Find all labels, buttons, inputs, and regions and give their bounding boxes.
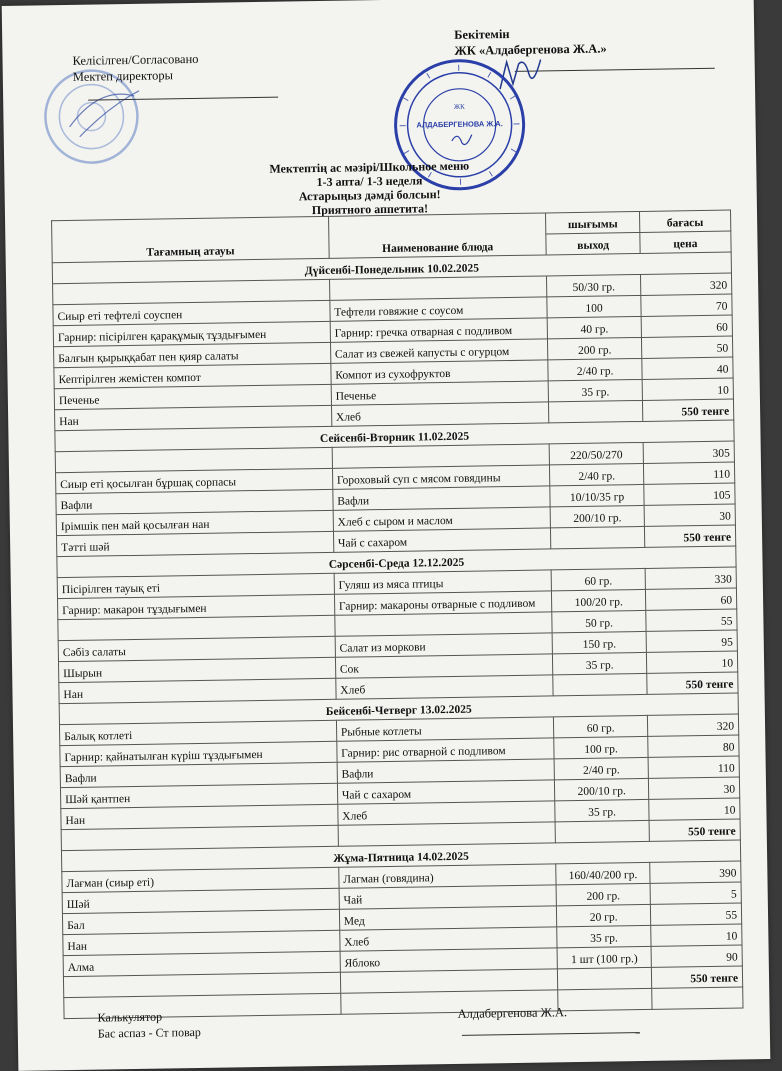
price-cell: 60 [645, 588, 737, 610]
price-cell: 5 [650, 882, 742, 904]
dish-name-ru: Хлеб [338, 801, 556, 825]
output-cell: 60 гр. [554, 715, 648, 737]
menu-title-line2: 1-3 апта/ 1-3 неделя [316, 173, 423, 190]
price-cell: 105 [644, 483, 736, 505]
price-cell: 55 [650, 903, 742, 925]
header-dish-ru: Наименование блюда [328, 213, 546, 258]
dish-name-ru: Хлеб [331, 402, 549, 426]
total-cell: 550 тенге [649, 819, 741, 841]
dish-name-ru: Яблоко [340, 948, 558, 972]
output-cell: 50/30 гр. [547, 274, 641, 296]
output-cell: 150 гр. [553, 631, 647, 653]
price-cell: 10 [642, 378, 734, 400]
price-cell: 40 [642, 357, 734, 379]
output-cell: 10/10/35 гр [550, 484, 644, 506]
total-cell: 550 тенге [647, 672, 739, 694]
dish-name-kz: Бал [62, 909, 339, 934]
dish-name-kz: Алма [63, 951, 340, 976]
dish-name-kz: Сәбіз салаты [58, 636, 335, 661]
dish-name-kz: Вафли [60, 762, 337, 787]
price-cell: 10 [646, 651, 738, 673]
dish-name-ru: Лагман (говядина) [339, 864, 557, 888]
header-price-kz: бағасы [639, 210, 731, 232]
document-sheet [2, 0, 771, 1071]
header-dish-kz: Тағамның атауы [52, 216, 329, 262]
dish-name-ru: Хлеб [336, 675, 554, 699]
price-cell: 30 [644, 504, 736, 526]
dish-name-ru: Рыбные котлеты [336, 717, 554, 741]
dish-name-kz: Нан [61, 804, 338, 829]
dish-name-ru: Сок [335, 654, 553, 678]
total-cell: 550 тенге [644, 525, 736, 547]
price-cell: 50 [641, 336, 733, 358]
output-cell: 50 гр. [552, 610, 646, 632]
price-cell: 55 [646, 609, 738, 631]
output-cell: 1 шт (100 гр.) [558, 946, 652, 968]
output-cell: 200/10 гр. [555, 778, 649, 800]
dish-name-ru: Хлеб с сыром и маслом [333, 507, 551, 531]
price-cell: 320 [640, 273, 732, 295]
price-cell: 110 [643, 462, 735, 484]
output-cell: 100/20 гр. [552, 589, 646, 611]
price-cell: 80 [648, 735, 740, 757]
output-cell: 2/40 гр. [555, 757, 649, 779]
price-cell: 95 [646, 630, 738, 652]
footer-chef: Бас аспаз - Ст повар [97, 1024, 201, 1041]
dish-name-kz: Пісірілген тауық еті [57, 573, 334, 598]
header-output-kz: шығымы [546, 211, 640, 233]
dish-name-ru: Мед [339, 906, 557, 930]
dish-name-ru: Чай с сахаром [333, 528, 551, 552]
dish-name-kz: Шәй қантпен [60, 783, 337, 808]
dish-name-kz: Сиыр еті қосылған бұршақ сорпасы [56, 468, 333, 493]
approved-title: Бекітемін [454, 26, 510, 42]
dish-name-ru: Салат из свежей капусты с огурцом [330, 339, 548, 363]
output-cell: 160/40/200 гр. [556, 862, 650, 884]
dish-name-kz: Гарнир: пісірілген қарақұмық тұздығымен [53, 321, 330, 346]
dish-name-kz: Печенье [54, 384, 331, 409]
menu-title-line3: Астарыңыз дәмді болсын! [298, 187, 441, 204]
header-output-ru: выход [546, 232, 640, 254]
dish-name-ru: Гороховый суп с мясом говядины [332, 465, 550, 489]
output-cell: 100 гр. [554, 736, 648, 758]
output-cell [549, 400, 643, 422]
day-title: Сейсенбі-Вторник 11.02.2025 [55, 420, 734, 452]
day-title: Дүйсенбі-Понедельник 10.02.2025 [52, 252, 731, 284]
dish-name-kz: Шырын [58, 657, 335, 682]
agreed-title: Келісілген/Согласовано [72, 51, 199, 68]
output-cell [556, 820, 650, 842]
dish-name-kz: Нан [59, 678, 336, 703]
dish-name-ru: Тефтели говяжие с соусом [330, 297, 548, 321]
output-cell: 35 гр. [557, 925, 651, 947]
price-cell: 30 [648, 777, 740, 799]
price-cell: 320 [647, 714, 739, 736]
total-cell: 550 тенге [642, 399, 734, 421]
menu-title-line1: Мектептің ас мәзірі/Школьное меню [269, 158, 470, 176]
price-cell: 10 [650, 924, 742, 946]
day-title: Бейсенбі-Четверг 13.02.2025 [59, 693, 738, 725]
day-title: Сәрсенбі-Среда 12.12.2025 [57, 546, 736, 578]
output-cell: 2/40 гр. [550, 463, 644, 485]
price-cell: 90 [651, 945, 743, 967]
output-cell: 200 гр. [557, 883, 651, 905]
dish-name-ru: Гарнир: гречка отварная с подливом [330, 318, 548, 342]
output-cell: 200/10 гр. [551, 505, 645, 527]
dish-name-ru: Гарнир: рис отварной с подливом [337, 738, 555, 762]
menu-title [254, 158, 485, 218]
footer-right [457, 1005, 567, 1022]
output-cell: 60 гр. [552, 568, 646, 590]
stamp-small-text: ЖК [453, 102, 465, 111]
output-cell: 220/50/270 [550, 442, 644, 464]
price-cell: 60 [641, 315, 733, 337]
dish-name-ru: Чай [339, 885, 557, 909]
output-cell [551, 526, 645, 548]
total-cell: 550 тенге [651, 966, 743, 988]
menu-title-line4: Приятного аппетита! [311, 201, 429, 218]
dish-name-kz: Шәй [62, 888, 339, 913]
agreed-role: Мектеп директоры [72, 68, 174, 84]
footer-left [97, 1008, 201, 1042]
price-cell: 70 [641, 294, 733, 316]
output-cell: 35 гр. [555, 799, 649, 821]
output-cell [558, 988, 652, 1010]
dish-name-kz: Нан [63, 930, 340, 955]
dish-name-kz: Тәтті шәй [57, 531, 334, 556]
dish-name-ru: Гарнир: макароны отварные с подливом [334, 591, 552, 615]
output-cell: 2/40 гр. [548, 358, 642, 380]
dish-name-ru: Вафли [333, 486, 551, 510]
footer-calculator: Калькулятор [97, 1009, 163, 1025]
dish-name-ru: Чай с сахаром [337, 780, 555, 804]
dish-name-kz: Кептірілген жемістен компот [54, 363, 331, 388]
footer-signatory: Алдабергенова Ж.А. [457, 1005, 568, 1021]
output-cell: 35 гр. [549, 379, 643, 401]
output-cell: 100 [547, 295, 641, 317]
dish-name-kz: Вафли [56, 489, 333, 514]
output-cell [558, 967, 652, 989]
menu-table [51, 210, 743, 1020]
dish-name-ru: Компот из сухофруктов [331, 360, 549, 384]
dish-name-ru: Печенье [331, 381, 549, 405]
output-cell: 200 гр. [548, 337, 642, 359]
dish-name-kz: Балғын қырыққабат пен қияр салаты [54, 342, 331, 367]
output-cell [553, 673, 647, 695]
dish-name-kz: Ірімшік пен май қосылған нан [56, 510, 333, 535]
dish-name-kz: Балық котлеті [59, 720, 336, 745]
dish-name-ru: Гуляш из мяса птицы [334, 570, 552, 594]
dish-name-ru: Хлеб [340, 927, 558, 951]
price-cell: 305 [643, 441, 735, 463]
day-title: Жұма-Пятница 14.02.2025 [61, 840, 740, 872]
dish-name-kz: Лағман (сиыр еті) [62, 867, 339, 892]
dish-name-kz: Сиыр еті тефтелі соуспен [53, 300, 330, 325]
approved-org: ЖК «Алдабергенова Ж.А.» [454, 41, 607, 58]
output-cell: 35 гр. [553, 652, 647, 674]
menu-table-body [52, 252, 743, 1019]
price-cell: 330 [645, 567, 737, 589]
price-cell [651, 987, 743, 1009]
agreement-block [72, 51, 198, 85]
price-cell: 390 [649, 861, 741, 883]
dish-name-ru: Вафли [337, 759, 555, 783]
dish-name-kz: Гарнир: қайнатылған күріш тұздығымен [60, 741, 337, 766]
output-cell: 40 гр. [548, 316, 642, 338]
price-cell: 10 [648, 798, 740, 820]
dish-name-kz: Нан [55, 405, 332, 430]
footer-signature-line [462, 1032, 640, 1036]
dish-name-kz: Гарнир: макарон тұздығымен [57, 594, 334, 619]
header-price-ru: цена [640, 231, 732, 253]
dish-name-ru: Салат из моркови [335, 633, 553, 657]
output-cell: 20 гр. [557, 904, 651, 926]
price-cell: 110 [648, 756, 740, 778]
stamp-center-text: АЛДАБЕРГЕНОВА Ж.А. [416, 119, 503, 130]
